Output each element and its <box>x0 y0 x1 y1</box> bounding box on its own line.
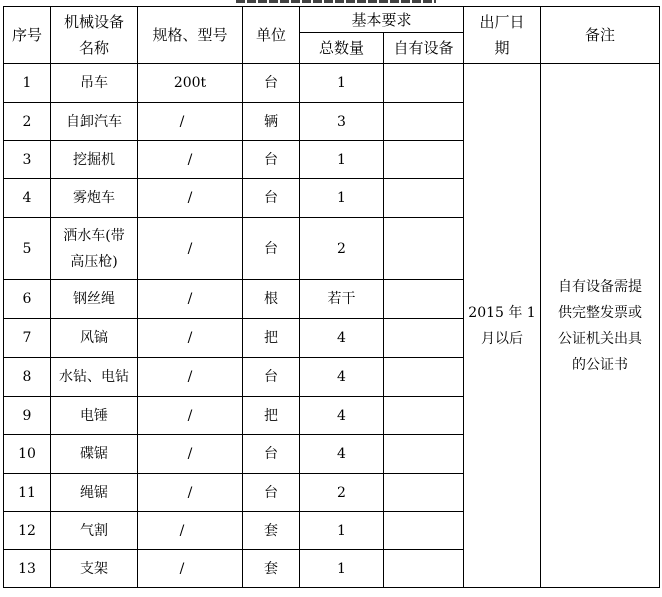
row-own-equipment <box>384 141 464 179</box>
row-spec-value: / <box>187 407 193 424</box>
row-total-quantity: 4 <box>300 319 384 358</box>
row-spec-value: / <box>187 291 193 307</box>
header-index: 序号 <box>4 7 51 64</box>
row-name-line: 洒水车(带 <box>63 227 125 244</box>
row-own-equipment <box>384 512 464 550</box>
table-row <box>4 64 660 103</box>
row-index: 4 <box>4 179 51 218</box>
row-spec-value: / <box>187 240 193 257</box>
header-basic-requirements: 基本要求 <box>300 7 464 33</box>
row-spec <box>138 397 243 435</box>
row-equipment-name <box>51 512 138 550</box>
row-own-equipment <box>384 550 464 588</box>
row-own-equipment <box>384 397 464 435</box>
row-equipment-name <box>51 64 138 103</box>
row-total-quantity: 4 <box>300 397 384 435</box>
header-unit: 单位 <box>243 7 300 64</box>
row-spec-value: / <box>187 330 193 346</box>
header-spec: 规格、型号 <box>138 7 243 64</box>
row-spec <box>138 103 243 141</box>
row-own-equipment <box>384 64 464 103</box>
row-equipment-name <box>51 218 138 280</box>
row-unit: 辆 <box>243 103 300 141</box>
header-row-1 <box>4 7 660 33</box>
row-name-line: 水钻、电钻 <box>59 369 129 385</box>
row-spec <box>138 474 243 512</box>
row-spec <box>138 550 243 588</box>
row-total-quantity: 4 <box>300 435 384 474</box>
header-own-equipment: 自有设备 <box>384 33 464 64</box>
row-index: 5 <box>4 218 51 280</box>
row-unit: 套 <box>243 550 300 588</box>
manufacture-date-line: 2015 年 1 <box>468 304 536 321</box>
row-equipment-name <box>51 319 138 358</box>
row-spec-value: / <box>179 560 185 577</box>
row-index: 3 <box>4 141 51 179</box>
row-equipment-name <box>51 280 138 319</box>
row-equipment-name <box>51 179 138 218</box>
row-name-line: 风镐 <box>80 330 108 346</box>
row-unit: 台 <box>243 435 300 474</box>
equipment-table <box>3 6 660 588</box>
row-unit: 台 <box>243 358 300 397</box>
row-equipment-name <box>51 550 138 588</box>
row-spec-value: / <box>179 522 185 539</box>
row-total-quantity: 3 <box>300 103 384 141</box>
row-index: 11 <box>4 474 51 512</box>
row-spec-value: 200t <box>173 75 207 91</box>
row-total-quantity: 1 <box>300 64 384 103</box>
row-index: 1 <box>4 64 51 103</box>
row-unit: 台 <box>243 141 300 179</box>
row-equipment-name <box>51 103 138 141</box>
row-own-equipment <box>384 319 464 358</box>
row-name-line: 碟锯 <box>80 446 108 462</box>
row-name-line: 雾炮车 <box>73 190 115 206</box>
row-own-equipment <box>384 358 464 397</box>
remark-line: 自有设备需提 <box>558 278 642 295</box>
row-spec-value: / <box>187 190 193 206</box>
remark-line: 公证机关出具 <box>558 330 642 347</box>
header-name-line-1: 机械设备 <box>63 13 124 31</box>
row-spec-value: / <box>179 113 185 130</box>
row-index: 6 <box>4 280 51 319</box>
row-spec <box>138 141 243 179</box>
header-date-line-2: 期 <box>494 39 510 57</box>
row-total-quantity: 1 <box>300 512 384 550</box>
row-spec <box>138 280 243 319</box>
row-spec-value: / <box>187 369 193 385</box>
row-name-line: 挖掘机 <box>73 151 115 168</box>
row-name-line: 绳锯 <box>80 484 108 501</box>
row-name-line: 钢丝绳 <box>73 291 115 307</box>
manufacture-date-line: 月以后 <box>481 330 523 347</box>
row-total-quantity: 2 <box>300 474 384 512</box>
row-unit: 台 <box>243 64 300 103</box>
cropped-title-fragment <box>236 0 436 3</box>
remark-cell <box>541 64 660 588</box>
row-index: 9 <box>4 397 51 435</box>
row-spec-value: / <box>187 484 193 501</box>
manufacture-date-cell <box>464 64 541 588</box>
remark-line: 供完整发票或 <box>558 304 642 321</box>
row-spec <box>138 512 243 550</box>
row-spec-value: / <box>187 446 193 462</box>
row-index: 2 <box>4 103 51 141</box>
row-unit: 台 <box>243 474 300 512</box>
cropped-title-strip <box>0 0 662 4</box>
row-unit: 把 <box>243 397 300 435</box>
row-equipment-name <box>51 435 138 474</box>
row-unit: 套 <box>243 512 300 550</box>
row-spec <box>138 218 243 280</box>
row-spec <box>138 319 243 358</box>
row-spec-value: / <box>187 151 193 168</box>
row-index: 12 <box>4 512 51 550</box>
row-index: 8 <box>4 358 51 397</box>
row-unit: 台 <box>243 218 300 280</box>
row-own-equipment <box>384 179 464 218</box>
header-remark: 备注 <box>541 7 660 64</box>
row-total-quantity: 若干 <box>300 280 384 319</box>
header-date-line-1: 出厂日 <box>479 13 525 31</box>
row-equipment-name <box>51 358 138 397</box>
row-spec <box>138 358 243 397</box>
row-own-equipment <box>384 435 464 474</box>
row-equipment-name <box>51 474 138 512</box>
row-spec <box>138 435 243 474</box>
header-equipment-name <box>51 7 138 64</box>
row-spec <box>138 64 243 103</box>
remark-line: 的公证书 <box>572 356 628 373</box>
header-manufacture-date <box>464 7 541 64</box>
row-total-quantity: 2 <box>300 218 384 280</box>
header-name-line-2: 名称 <box>78 39 109 57</box>
row-index: 7 <box>4 319 51 358</box>
row-name-line: 支架 <box>80 560 108 577</box>
row-equipment-name <box>51 141 138 179</box>
row-spec <box>138 179 243 218</box>
row-name-line: 吊车 <box>80 75 108 91</box>
row-total-quantity: 1 <box>300 141 384 179</box>
row-own-equipment <box>384 218 464 280</box>
row-own-equipment <box>384 103 464 141</box>
header-total-quantity: 总数量 <box>300 33 384 64</box>
row-total-quantity: 1 <box>300 179 384 218</box>
row-own-equipment <box>384 280 464 319</box>
row-total-quantity: 1 <box>300 550 384 588</box>
row-name-line: 高压枪) <box>70 253 118 270</box>
row-own-equipment <box>384 474 464 512</box>
row-unit: 把 <box>243 319 300 358</box>
row-total-quantity: 4 <box>300 358 384 397</box>
row-name-line: 电锤 <box>80 407 108 424</box>
row-index: 10 <box>4 435 51 474</box>
row-equipment-name <box>51 397 138 435</box>
row-name-line: 气割 <box>80 522 108 539</box>
row-unit: 台 <box>243 179 300 218</box>
row-unit: 根 <box>243 280 300 319</box>
row-name-line: 自卸汽车 <box>66 113 122 130</box>
row-index: 13 <box>4 550 51 588</box>
